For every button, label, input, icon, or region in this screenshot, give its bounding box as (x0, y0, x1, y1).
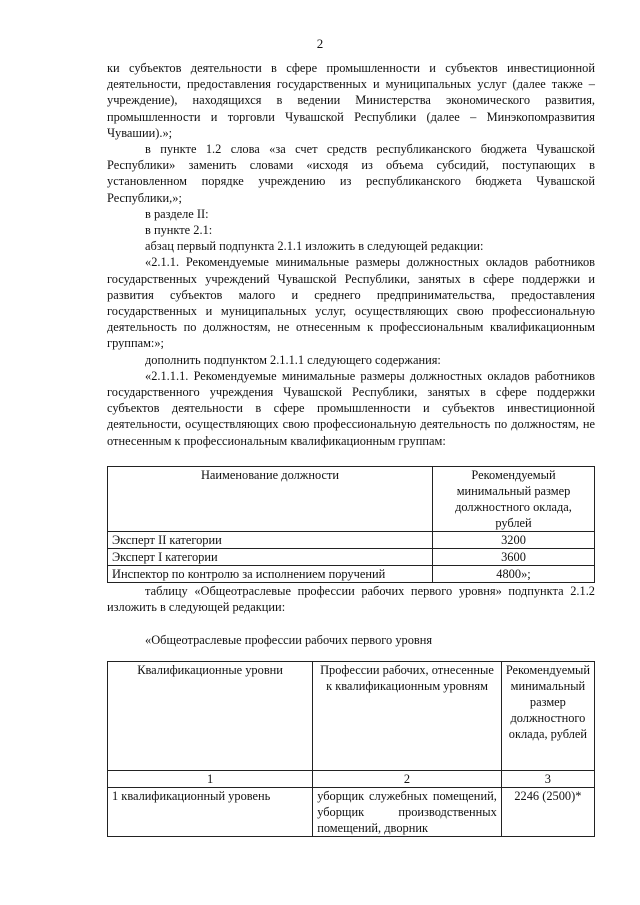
salary-table-1 (107, 466, 595, 583)
paragraph: ки субъектов деятельности в сфере промышленности и субъектов инвестиционной деятельности, предоставления государственных и муниципальных услуг (далее также – учреждение), находящихся в ведении Министерства экономического развития, промышленности и торговли Чувашской Республики (далее – Минэкопомразвития Чувашии).»; (107, 61, 595, 140)
body-text-1 (107, 60, 595, 449)
paragraph: таблицу «Общеотраслевые профессии рабочих первого уровня» подпункта 2.1.2 изложить в следующей редакции: (107, 584, 595, 615)
position-cell: Эксперт I категории (108, 549, 433, 566)
level-cell: 1 квалификационный уровень (108, 788, 313, 837)
position-cell: Эксперт II категории (108, 532, 433, 549)
table-title: «Общеотраслевые профессии рабочих первого уровня (145, 633, 433, 647)
column-number: 1 (108, 771, 313, 788)
salary-cell: 3600 (433, 549, 595, 566)
salary-cell: 2246 (2500)* (501, 788, 594, 837)
table-row (108, 532, 595, 549)
table-row (108, 549, 595, 566)
column-number-row (108, 771, 595, 788)
paragraph: «2.1.1. Рекомендуемые минимальные размеры должностных окладов работников государственных учреждений Чувашской Республики, занятых в сфере поддержки и развития субъектов малого и среднего предпринимательства, предоставления государственных и муниципальных услуг, осуществляющих свою профессиональную деятельность по должностям, не отнесенным к профессиональным квалификационным группам:»; (107, 255, 595, 351)
column-number: 3 (501, 771, 594, 788)
table-header: Профессии рабочих, отнесенные к квалификационным уровням (313, 662, 502, 771)
salary-table-2 (107, 661, 595, 837)
paragraph: в пункте 2.1: (145, 223, 213, 238)
salary-cell: 3200 (433, 532, 595, 549)
table-header: Квалификационные уровни (108, 662, 313, 771)
professions-cell: уборщик служебных помещений, уборщик производственных помещений, дворник (313, 788, 502, 837)
page-number: 2 (316, 36, 324, 51)
salary-cell: 4800»; (433, 566, 595, 583)
paragraph: абзац первый подпункта 2.1.1 изложить в следующей редакции: (145, 239, 484, 254)
table2-caption (107, 632, 595, 648)
table-header: Рекомендуемый минимальный размер должностного оклада, рублей (433, 467, 595, 532)
paragraph: дополнить подпунктом 2.1.1.1 следующего содержания: (145, 352, 441, 367)
paragraph: «2.1.1.1. Рекомендуемые минимальные размеры должностных окладов работников государственного учреждения Чувашской Республики, занятых в сфере поддержки субъектов деятельности в сфере промышленности и субъектов инвестиционной деятельности, осуществляющих свою профессиональную деятельность по должностям, не отнесенным к профессиональным квалификационным группам: (107, 368, 595, 448)
position-cell: Инспектор по контролю за исполнением поручений (108, 566, 433, 583)
body-text-2 (107, 583, 595, 615)
column-number: 2 (313, 771, 502, 788)
table-header: Рекомендуемый минимальный размер должностного оклада, рублей (501, 662, 594, 771)
table-header: Наименование должности (108, 467, 433, 532)
paragraph: в разделе II: (145, 206, 209, 221)
paragraph: в пункте 1.2 слова «за счет средств республиканского бюджета Чувашской Республики» заменить словами «исходя из объема субсидий, поступающих в установленном порядке учреждению из республиканского бюджета Чувашской Республики,»; (107, 142, 595, 205)
table-row (108, 788, 595, 837)
table-row (108, 566, 595, 583)
